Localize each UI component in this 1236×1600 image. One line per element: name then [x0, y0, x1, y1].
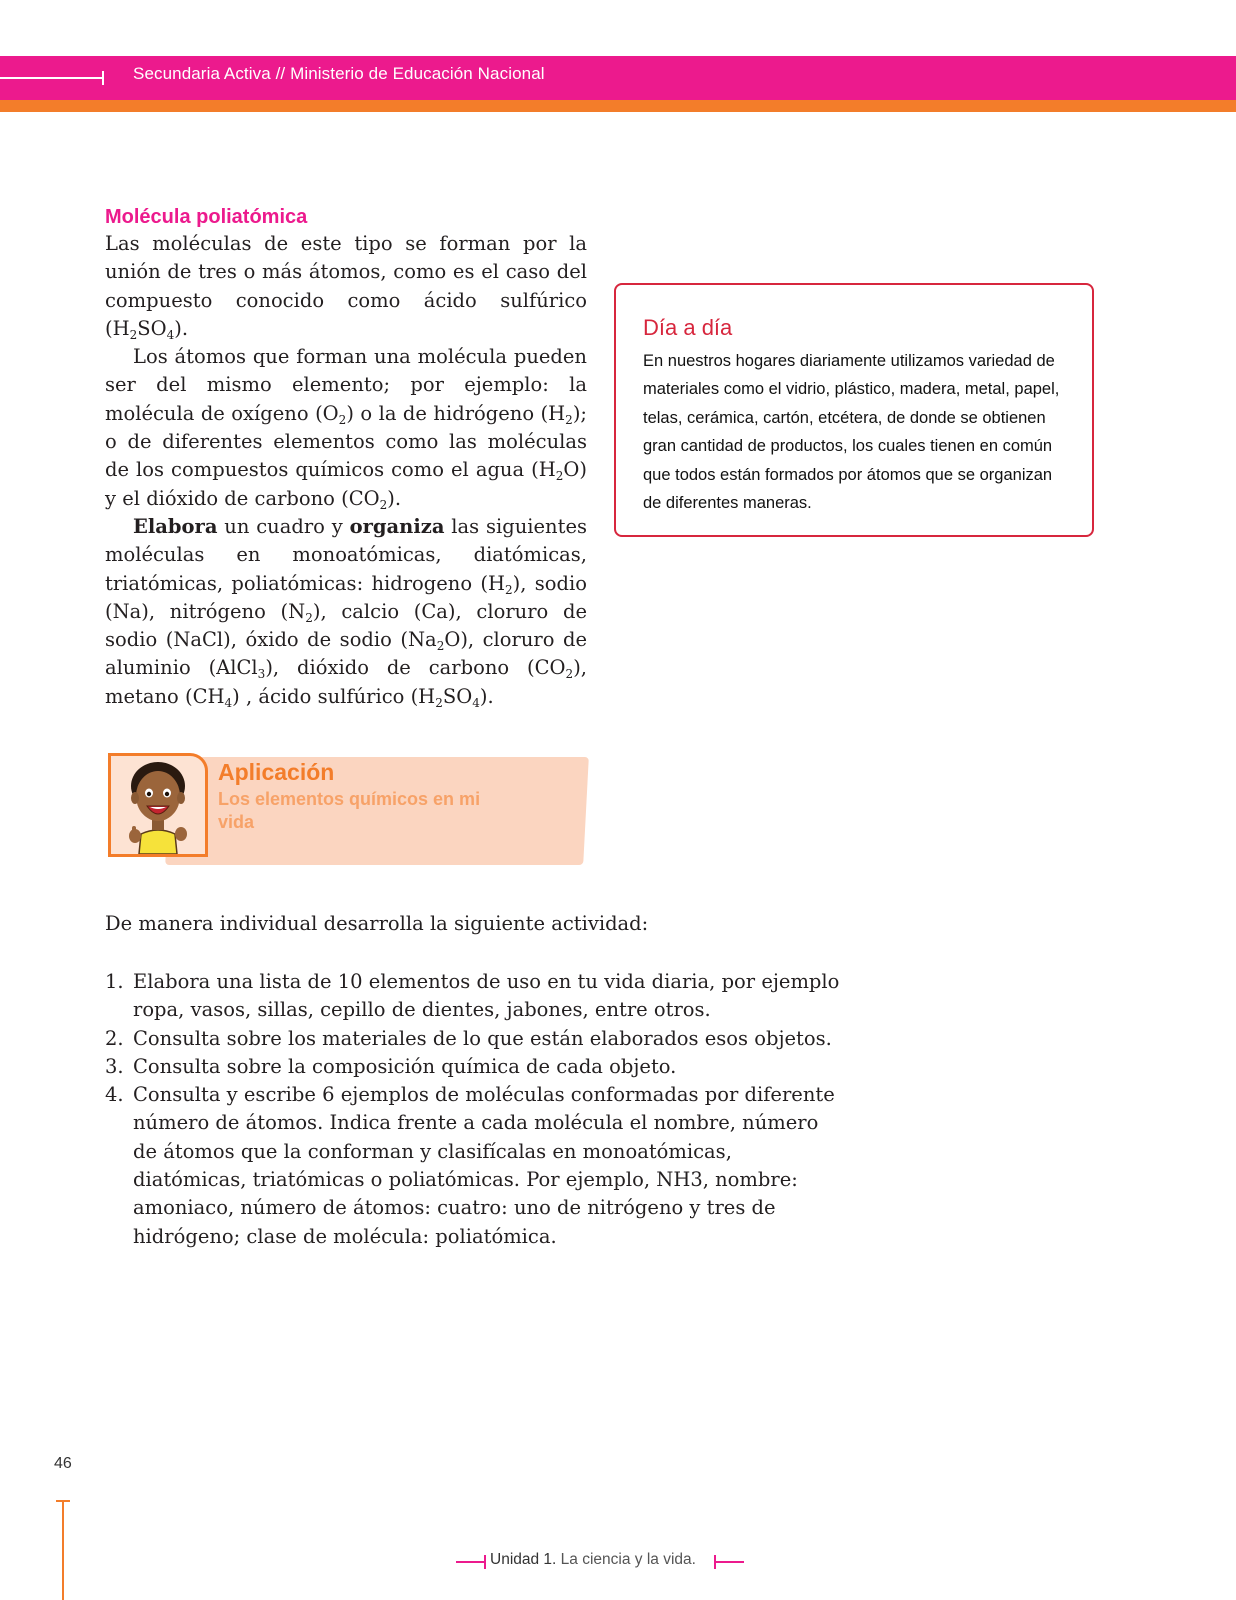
callout-title: Día a día	[643, 315, 733, 340]
application-banner	[108, 753, 586, 865]
footer-left-tick	[484, 1555, 486, 1569]
footer-right-rule	[714, 1561, 744, 1563]
main-column	[105, 204, 587, 711]
section-title: Molécula poliatómica	[105, 206, 308, 228]
list-item: 2. Consulta sobre los materiales de lo que están elaborados esos objetos.	[105, 1026, 832, 1050]
paragraph-definition: Las moléculas de este tipo se forman por la unión de tres o más átomos, como es el caso del compuesto conocido como ácido sulfúrico $(H_2SO_4)$.	[105, 232, 587, 342]
application-title: Aplicación	[218, 759, 335, 785]
paragraph-exercise: Elabora un cuadro y organiza las siguientes moléculas en monoatómicas, diatómicas, triatómicas, poliatómicas: hidrogeno $(H_2)$, sodio (Na), nitrógeno $(N_2)$, calcio (Ca), cloruro de sodio (NaCl), óxido de sodio $(Na_2O)$, cloruro de aluminio (AlCl$_3$), dióxido de carbono $(CO_2)$, metano $(CH_4)$ , ácido sulfúrico $(H_2SO_4)$.	[105, 514, 588, 710]
paragraph-examples: Los átomos que forman una molécula pueden ser del mismo elemento; por ejemplo: la molécula de oxígeno $(O_2)$ o la de hidrógeno $(H_2)$; o de diferentes elementos como las moléculas de los compuestos químicos como el agua $(H_2O)$ y el dióxido de carbono $(CO_2)$.	[105, 345, 587, 512]
footer-rule	[62, 1500, 64, 1600]
footer-left-rule	[456, 1561, 486, 1563]
footer-unit: Unidad 1. La ciencia y la vida.	[490, 1551, 696, 1568]
student-avatar-icon	[108, 753, 208, 857]
header-title: Secundaria Activa // Ministerio de Educación Nacional	[133, 64, 545, 83]
header-rule-tick	[102, 71, 104, 85]
page-number: 46	[54, 1455, 72, 1472]
list-item: 1. Elabora una lista de 10 elementos de uso en tu vida diaria, por ejemplo ropa, vasos, sillas, cepillo de dientes, jabones, entre otros.	[105, 970, 840, 1022]
callout-text: En nuestros hogares diariamente utilizamos variedad de materiales como el vidrio, plástico, madera, metal, papel, telas, cerámica, cartón, etcétera, de donde se obtienen gran cantidad de productos, los cuales tienen en común que todos están formados por átomos que se organizan de diferentes maneras.	[643, 352, 1060, 513]
application-subtitle: Los elementos químicos en mi vida	[218, 789, 481, 832]
activity-intro: De manera individual desarrolla la siguiente actividad:	[105, 912, 649, 935]
footer-right-tick	[714, 1555, 716, 1569]
list-item: 4. Consulta y escribe 6 ejemplos de moléculas conformadas por diferente número de átomos. Indica frente a cada molécula el nombre, número de átomos que la conforman y clasifícalas en monoatómicas, diatómicas, triatómicas o poliatómicas. Por ejemplo, NH3, nombre: amoniaco, número de átomos: cuatro: uno de nitrógeno y tres de hidrógeno; clase de molécula: poliatómica.	[105, 1083, 835, 1248]
header-accent-stripe	[0, 100, 1236, 112]
dia-a-dia-callout	[614, 283, 1094, 537]
activity-list	[105, 968, 845, 1251]
header-rule	[0, 77, 104, 79]
list-item: 3. Consulta sobre la composición química de cada objeto.	[105, 1054, 677, 1078]
